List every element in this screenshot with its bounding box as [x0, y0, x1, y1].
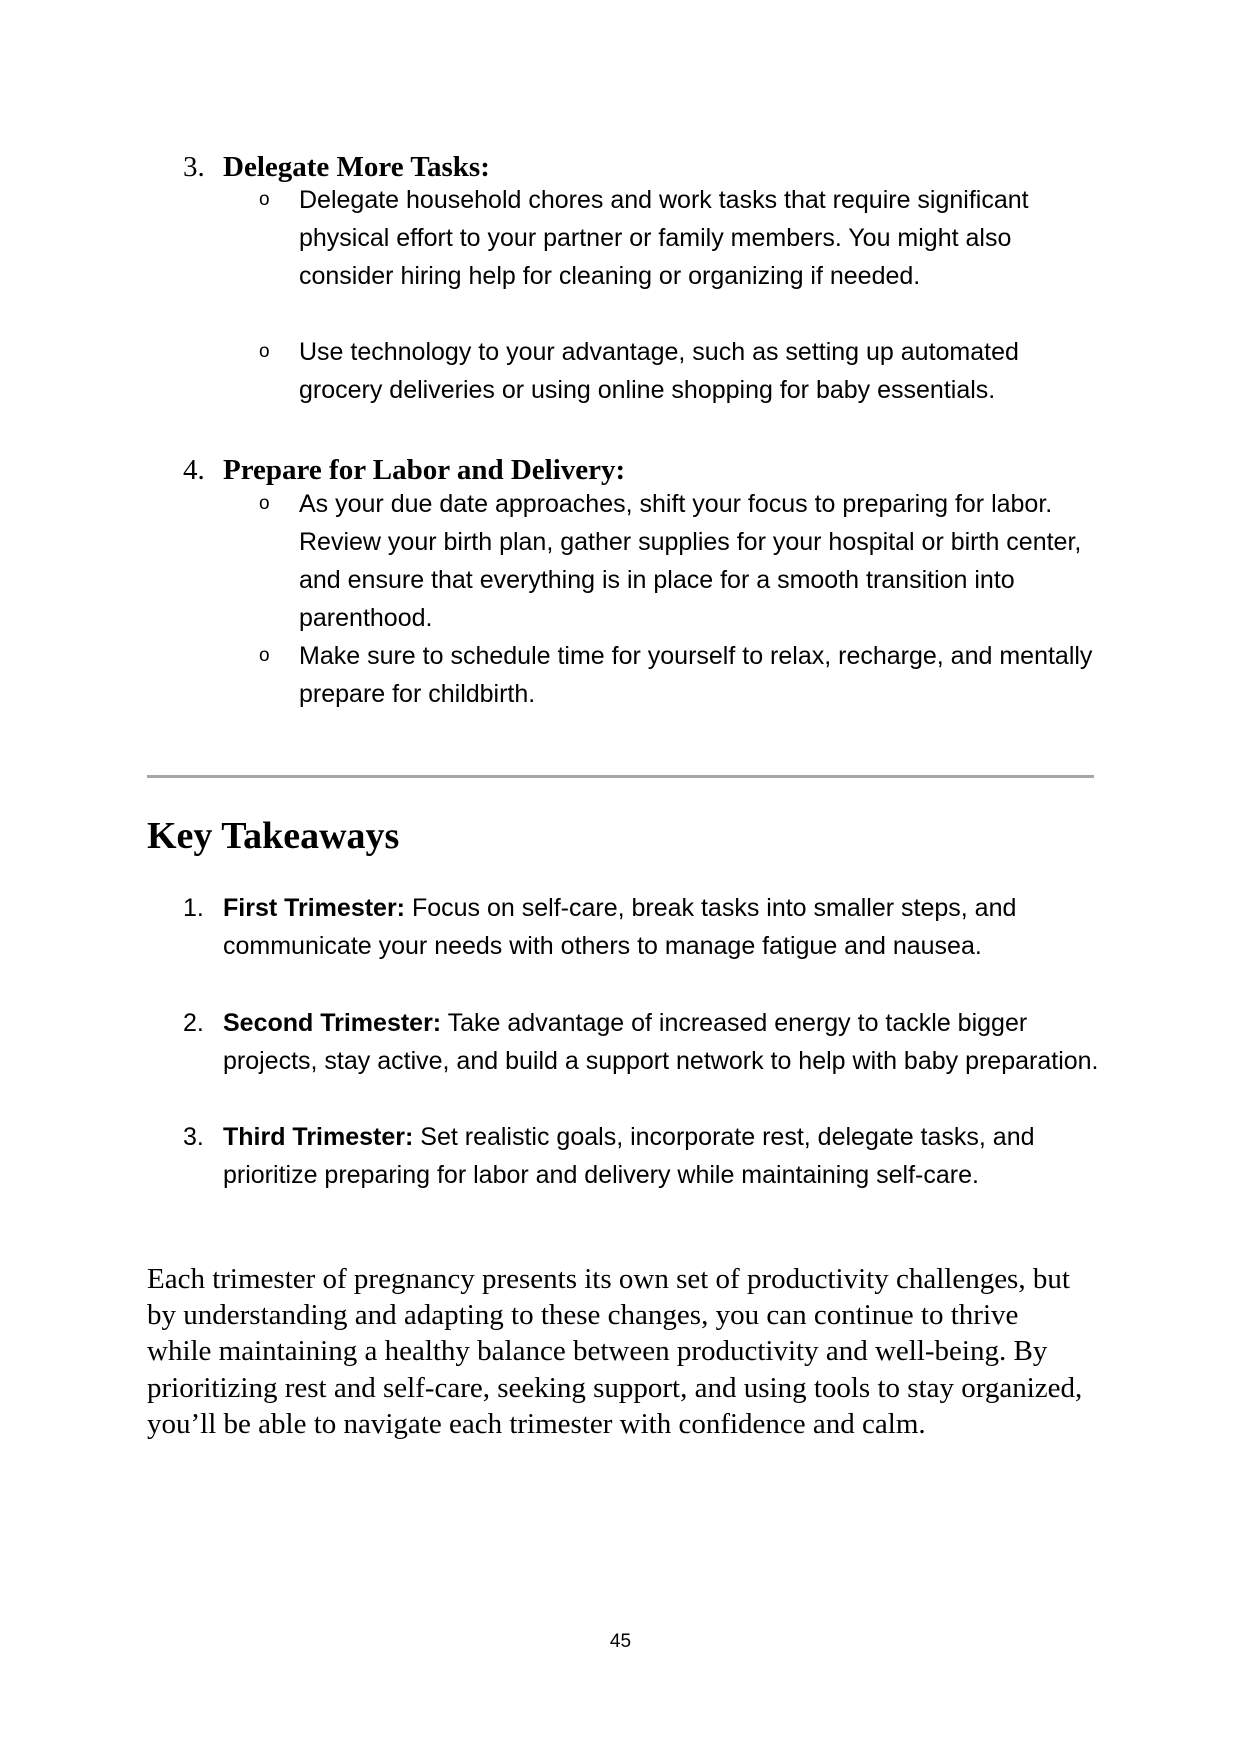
takeaway-body: [223, 1004, 1103, 1080]
takeaway-body: [223, 1118, 1103, 1194]
takeaway-number: 1.: [183, 894, 204, 922]
page-number: 45: [609, 1631, 632, 1652]
takeaway-label: First Trimester:: [223, 894, 406, 922]
section-number: 4.: [183, 454, 205, 486]
takeaway-label: Third Trimester:: [223, 1123, 414, 1151]
bullet-text: As your due date approaches, shift your focus to preparing for labor. Review your birth plan, gather supplies for your hospital or birth center, and ensure that everything is in place for a smooth transition into parenthood.: [299, 490, 1082, 632]
section-heading-delegate: [183, 150, 490, 184]
takeaway-text: Take advantage of increased energy to tackle bigger projects, stay active, and build a support network to help with baby preparation.: [223, 1009, 1099, 1075]
takeaway-text: Set realistic goals, incorporate rest, delegate tasks, and prioritize preparing for labor and delivery while maintaining self-care.: [223, 1123, 1035, 1189]
section-heading-labor: [183, 453, 625, 487]
section-title: Prepare for Labor and Delivery:: [223, 454, 626, 486]
section-number: 3.: [183, 151, 205, 183]
circle-bullet-icon: o: [259, 493, 270, 514]
takeaway-body: [223, 889, 1103, 965]
key-takeaways-heading: Key Takeaways: [147, 815, 400, 857]
bullet-text: Use technology to your advantage, such as setting up automated grocery deliveries or using online shopping for baby essentials.: [299, 338, 1019, 404]
bullet-text: Delegate household chores and work tasks that require significant physical effort to your partner or family members. You might also consider hiring help for cleaning or organizing if needed.: [299, 186, 1029, 290]
bullet-text: Make sure to schedule time for yourself to relax, recharge, and mentally prepare for childbirth.: [299, 642, 1093, 708]
circle-bullet-icon: o: [259, 645, 270, 666]
closing-paragraph: Each trimester of pregnancy presents its own set of productivity challenges, but by understanding and adapting to these changes, you can continue to thrive while maintaining a healthy balance between productivity and well-being. By prioritizing rest and self-care, seeking support, and using tools to stay organized, you’ll be able to navigate each trimester with confidence and calm.: [147, 1263, 1083, 1440]
section-title: Delegate More Tasks:: [223, 151, 490, 183]
takeaway-number: 3.: [183, 1123, 204, 1151]
circle-bullet-icon: o: [259, 189, 270, 210]
circle-bullet-icon: o: [259, 341, 270, 362]
section-divider: [147, 775, 1094, 778]
takeaway-label: Second Trimester:: [223, 1009, 442, 1037]
takeaway-number: 2.: [183, 1009, 204, 1037]
takeaway-text: Focus on self-care, break tasks into smaller steps, and communicate your needs with others to manage fatigue and nausea.: [223, 894, 1017, 960]
